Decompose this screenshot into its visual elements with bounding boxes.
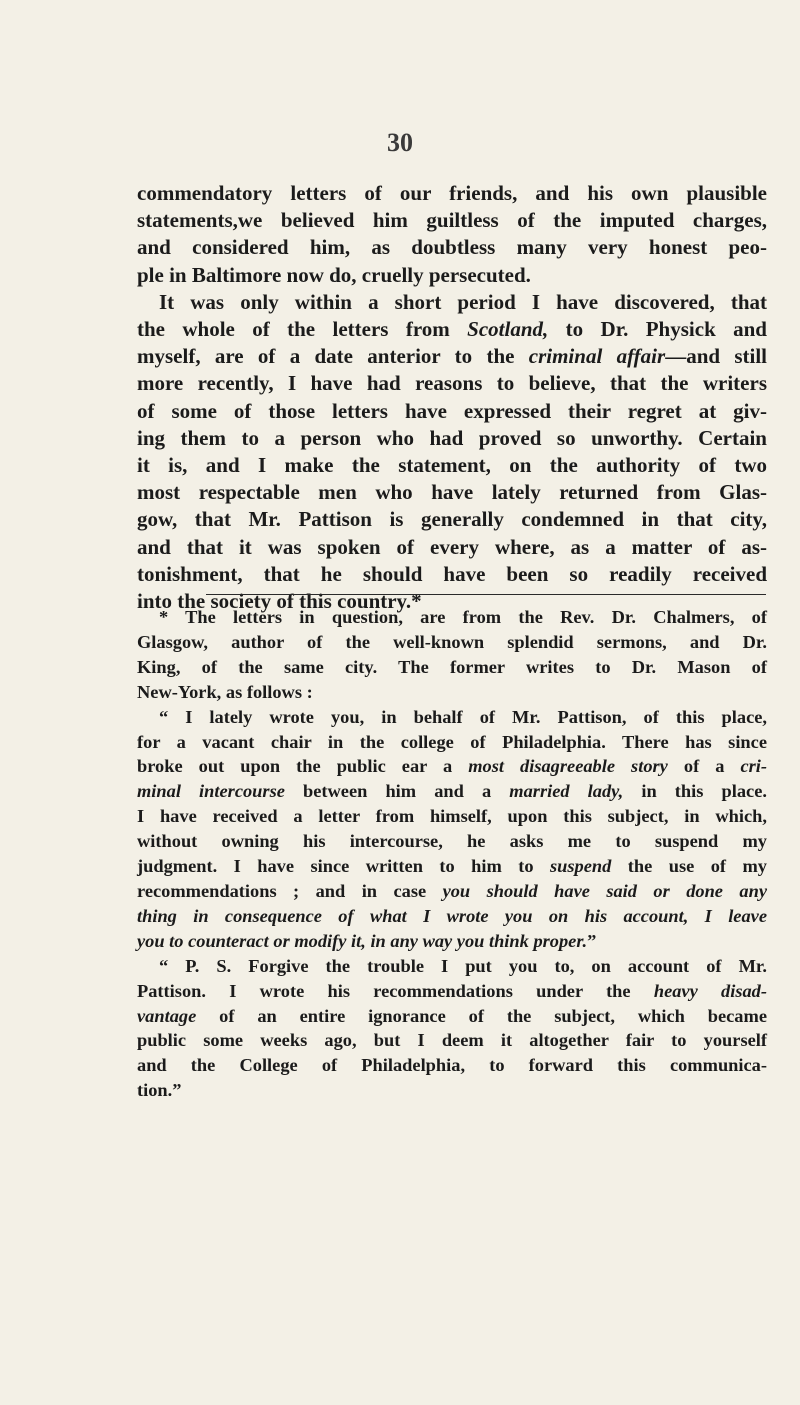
footnote-line: Glasgow, author of the well-known splendid sermons, and Dr. [137,631,767,652]
italic-text: cri- [740,756,768,777]
italic-text: criminal affair [528,344,666,369]
italic-text: vantage [137,1005,197,1026]
main-text [137,180,767,615]
text-run: —and still [665,344,768,369]
text-line: and considered him, as doubtless many very honest peo- [137,235,767,260]
text-line: statements,we believed him guiltless of the imputed charges, [137,208,767,233]
text-line: more recently, I have had reasons to believe, that the writers [137,371,767,396]
footnote-line [137,779,767,804]
text-run: between him and a [284,781,510,802]
text-run: to Dr. Physick and [548,317,767,342]
text-line: tonishment, that he should have been so readily received [137,561,767,586]
footnote-line: I have received a letter from himself, upon this subject, in which, [137,806,767,827]
footnote-line: and the College of Philadelphia, to forward this communica- [137,1055,767,1076]
text-line: into the society of this country.* [137,589,422,614]
page-number: 30 [387,128,413,157]
footnote-line [137,879,767,904]
text-run: of a [667,756,741,777]
footnote-line: for a vacant chair in the college of Philadelphia. There has since [137,731,767,752]
text-run: Pattison. I wrote his recommendations under the [137,980,654,1001]
text-line: of some of those letters have expressed their regret at giv- [137,398,767,423]
text-run: the use of my [611,856,767,877]
italic-text: suspend [550,856,612,877]
footnote-line [137,979,767,1004]
italic-text: you should have said or done any [442,880,767,901]
italic-text: thing in consequence of what I wrote you on his account, I leave [137,905,767,926]
text-line: It was only within a short period I have discovered, that [159,289,767,314]
footnote-rule [206,594,766,595]
text-run: ” [587,930,597,951]
footnote-line: New-York, as follows : [137,681,313,702]
footnote-line [137,854,767,879]
text-line [137,343,767,370]
text-run: judgment. I have since written to him to [137,856,550,877]
footnote-line: King, of the same city. The former writes to Dr. Mason of [137,656,767,677]
text-run: in this place. [623,781,767,802]
footnote-line: public some weeks ago, but I deem it altogether fair to yourself [137,1030,767,1051]
footnote-line [137,904,767,929]
footnote-text [137,605,767,1103]
footnote-line [137,929,767,954]
text-line: ple in Baltimore now do, cruelly persecuted. [137,262,531,287]
italic-text: you to counteract or modify it, in any way you think proper. [137,930,588,951]
italic-text: heavy disad- [653,980,767,1001]
footnote-line: “ I lately wrote you, in behalf of Mr. Pattison, of this place, [159,706,767,727]
text-line: ing them to a person who had proved so unworthy. Certain [137,425,767,450]
text-line: and that it was spoken of every where, as a matter of as- [137,534,767,559]
text-line: commendatory letters of our friends, and his own plausible [137,181,767,205]
text-line: gow, that Mr. Pattison is generally condemned in that city, [137,507,767,532]
footnote-line [137,1004,767,1029]
text-run: myself, are of a date anterior to the [137,344,529,369]
text-run: recommendations ; and in case [137,880,443,901]
italic-text: Scotland, [467,317,549,342]
footnote-line [137,754,767,779]
footnote-line: “ P. S. Forgive the trouble I put you to, on account of Mr. [159,955,767,976]
text-line: it is, and I make the statement, on the authority of two [137,453,767,478]
text-run: broke out upon the public ear a [137,756,469,777]
text-line [137,316,767,343]
footnote-line: tion.” [137,1080,182,1101]
text-line: most respectable men who have lately returned from Glas- [137,480,767,505]
footnote-line: * The letters in question, are from the Rev. Dr. Chalmers, of [159,607,767,627]
italic-text: minal intercourse [137,781,285,802]
footnote-line: without owning his intercourse, he asks me to suspend my [137,831,767,852]
text-run: of an entire ignorance of the subject, which became [196,1005,767,1026]
text-run: the whole of the letters from [137,317,468,342]
italic-text: most disagreeable story [468,756,668,777]
italic-text: married lady, [509,781,624,802]
